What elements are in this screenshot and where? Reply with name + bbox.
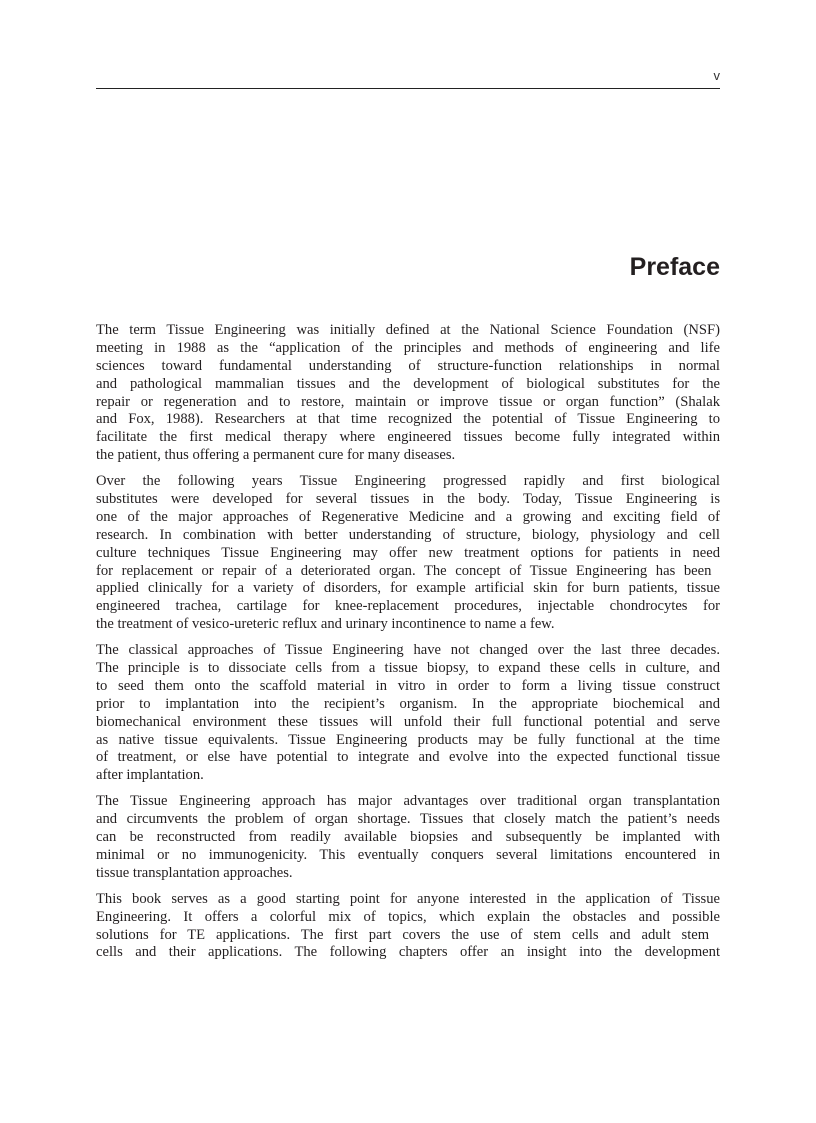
text-line: The term Tissue Engineering was initially defined at the National Science Foundation (NSF) <box>96 322 720 338</box>
text-line: cells and their applications. The following chapters offer an insight into the development <box>96 944 720 961</box>
text-line: prior to implantation into the recipient’s organism. In the appropriate biochemical and <box>96 695 720 712</box>
text-line: substitutes were developed for several tissues in the body. Today, Tissue Engineering is <box>96 491 720 508</box>
text-line: the patient, thus offering a permanent cure for many diseases. <box>96 447 456 464</box>
text-line: The classical approaches of Tissue Engineering have not changed over the last three decades. <box>96 642 720 659</box>
text-line: and circumvents the problem of organ shortage. Tissues that closely match the patient’s needs <box>96 811 720 828</box>
text-line: applied clinically for a variety of disorders, for example artificial skin for burn patients, tissue <box>96 580 720 597</box>
chapter-title: Preface <box>629 253 720 281</box>
text-line: can be reconstructed from readily available biopsies and subsequently be implanted with <box>96 829 720 846</box>
text-line: The principle is to dissociate cells from a tissue biopsy, to expand these cells in culture, and <box>96 660 720 677</box>
text-line: tissue transplantation approaches. <box>96 864 293 881</box>
paragraph-classical-approaches <box>96 642 720 785</box>
text-line: and Fox, 1988). Researchers at that time recognized the potential of Tissue Engineering to <box>96 411 720 428</box>
paragraph-advantages <box>96 793 720 882</box>
paragraph-nsf-definition <box>96 322 720 465</box>
text-line: Engineering. It offers a colorful mix of topics, which explain the obstacles and possible <box>96 908 720 925</box>
text-line: The Tissue Engineering approach has major advantages over traditional organ transplantation <box>96 793 720 810</box>
text-line: biomechanical environment these tissues will unfold their full functional potential and serve <box>96 713 720 730</box>
text-line: and pathological mammalian tissues and the development of biological substitutes for the <box>96 375 720 392</box>
body-text <box>96 322 720 970</box>
text-line: meeting in 1988 as the “application of the principles and methods of engineering and life <box>96 339 720 356</box>
text-line: facilitate the first medical therapy where engineered tissues become fully integrated within <box>96 429 720 446</box>
page-number: v <box>713 68 720 83</box>
paragraph-book-overview <box>96 891 720 963</box>
text-line: of treatment, or else have potential to integrate and evolve into the expected functional tissue <box>96 749 720 766</box>
text-line: sciences toward fundamental understanding of structure-function relationships in normal <box>96 357 720 374</box>
text-line: engineered trachea, cartilage for knee-replacement procedures, injectable chondrocytes for <box>96 598 720 615</box>
text-line: This book serves as a good starting point for anyone interested in the application of Tissue <box>96 890 720 907</box>
text-line: for replacement or repair of a deteriorated organ. The concept of Tissue Engineering has been <box>96 562 712 579</box>
text-line: as native tissue equivalents. Tissue Engineering products may be fully functional at the time <box>96 731 720 748</box>
text-line: culture techniques Tissue Engineering may offer new treatment options for patients in need <box>96 544 720 561</box>
text-line: solutions for TE applications. The first part covers the use of stem cells and adult stem <box>96 926 710 943</box>
text-line: to seed them onto the scaffold material in vitro in order to form a living tissue construct <box>96 677 720 694</box>
text-line: after implantation. <box>96 767 204 784</box>
text-line: the treatment of vesico-ureteric reflux and urinary incontinence to name a few. <box>96 616 555 633</box>
header-rule <box>96 88 720 89</box>
text-line: Over the following years Tissue Engineering progressed rapidly and first biological <box>96 473 720 490</box>
text-line: minimal or no immunogenicity. This eventually conquers several limitations encountered in <box>96 846 720 863</box>
text-line: one of the major approaches of Regenerative Medicine and a growing and exciting field of <box>96 508 720 525</box>
text-line: repair or regeneration and to restore, maintain or improve tissue or organ function” (Shalak <box>96 393 720 410</box>
text-line: research. In combination with better understanding of structure, biology, physiology and cell <box>96 526 720 543</box>
paragraph-progress <box>96 473 720 634</box>
